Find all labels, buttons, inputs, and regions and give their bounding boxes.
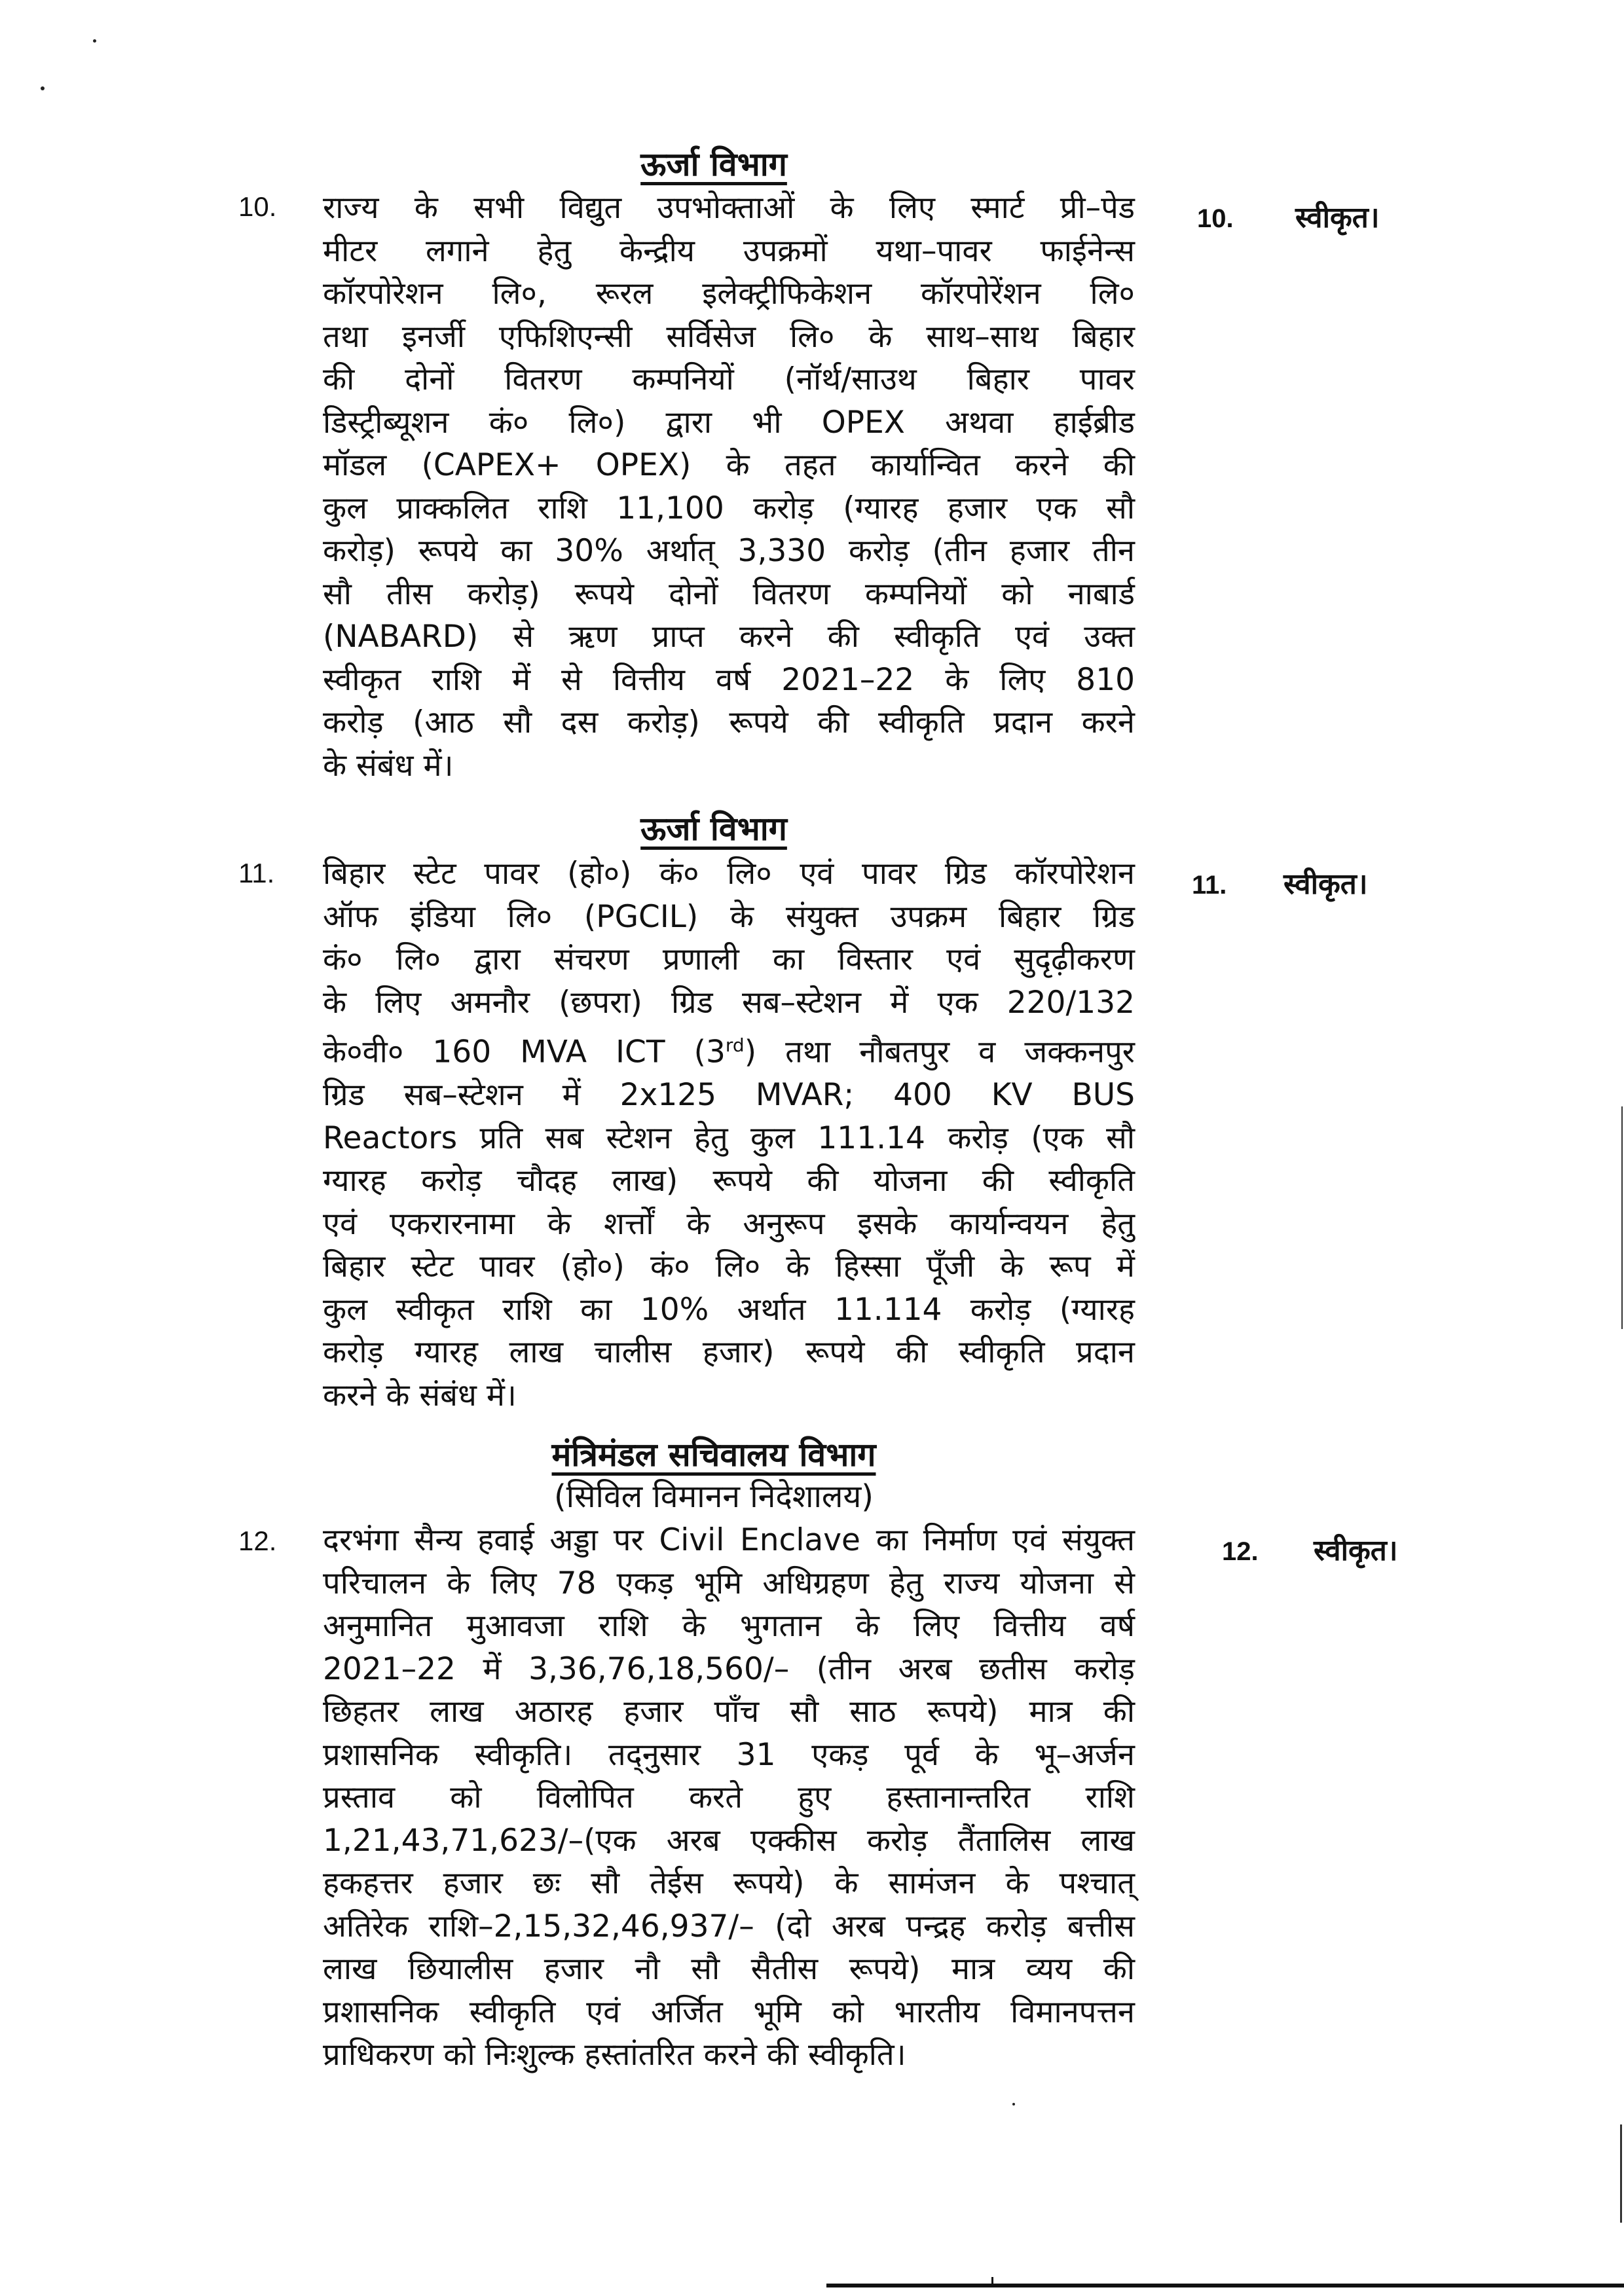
text-line: कुल स्वीकृत राशि का 10% अर्थात 11.114 करोड़ (ग्यारह (323, 1291, 1135, 1328)
section-heading: मंत्रिमंडल सचिवालय विभाग (551, 1436, 876, 1474)
item-text (323, 852, 1135, 1417)
status-number: 12. (1222, 1537, 1259, 1566)
section-heading: ऊर्जा विभाग (640, 145, 787, 183)
text-line: राज्य के सभी विद्युत उपभोक्ताओं के लिए स्मार्ट प्री–पेड (323, 190, 1135, 226)
status-number: 10. (1197, 204, 1234, 233)
scan-mark (93, 39, 96, 43)
item-text (323, 187, 1135, 787)
item-number: 11. (238, 858, 275, 888)
item-number: 12. (238, 1525, 277, 1556)
approval-status (1192, 863, 1368, 902)
text-line: ऑफ इंडिया लि० (PGCIL) के संयुक्त उपक्रम बिहार ग्रिड (323, 898, 1135, 935)
scan-edge-mark (1621, 1106, 1623, 1329)
item-number: 10. (238, 191, 277, 222)
text-line: 1,21,43,71,623/–(एक अरब एक्कीस करोड़ तैंतालिस लाख (323, 1822, 1135, 1859)
text-line: करोड़ ग्यारह लाख चालीस हजार) रूपये की स्वीकृति प्रदान (323, 1334, 1135, 1371)
text-line: प्राधिकरण को निःशुल्क हस्तांतरित करने की स्वीकृति। (323, 2037, 906, 2073)
text-line: छिहतर लाख अठारह हजार पाँच सौ साठ रूपये) मात्र की (323, 1694, 1135, 1730)
text-line: प्रशासनिक स्वीकृति एवं अर्जित भूमि को भारतीय विमानपत्तन (323, 1994, 1135, 2030)
text-line: हकहत्तर हजार छः सौ तेईस रूपये) के सामंजन के पश्चात् (323, 1865, 1135, 1901)
text-line: बिहार स्टेट पावर (हो०) कं० लि० एवं पावर ग्रिड कॉरपोरेशन (323, 856, 1135, 892)
text-line: तथा इनर्जी एफिशिएन्सी सर्विसेज लि० के साथ–साथ बिहार (323, 318, 1135, 355)
status-label: स्वीकृत। (1314, 1534, 1398, 1567)
section-heading: ऊर्जा विभाग (640, 810, 787, 848)
text-line: ग्यारह करोड़ चौदह लाख) रूपये की योजना की स्वीकृति (323, 1163, 1135, 1199)
page-bottom-edge (826, 2284, 1624, 2287)
text-line: के संबंध में। (323, 747, 454, 784)
text-line: करने के संबंध में। (323, 1377, 517, 1413)
status-number: 11. (1192, 871, 1227, 900)
page-bottom-tick (991, 2277, 993, 2286)
text-line: अनुमानित मुआवजा राशि के भुगतान के लिए वित्तीय वर्ष (323, 1608, 1135, 1644)
text-line: करोड़) रूपये का 30% अर्थात् 3,330 करोड़ (तीन हजार तीन (323, 533, 1135, 569)
text-line: लाख छियालीस हजार नौ सौ सैतीस रूपये) मात्र व्यय की (323, 1951, 1135, 1987)
scan-mark (41, 86, 45, 90)
text-line: (NABARD) से ऋण प्राप्त करने की स्वीकृति एवं उक्त (323, 619, 1135, 655)
text-line: डिस्ट्रीब्यूशन कं० लि०) द्वारा भी OPEX अथवा हाईब्रीड (323, 404, 1135, 441)
text-line: प्रस्ताव को विलोपित करते हुए हस्तानान्तरित राशि (323, 1779, 1135, 1815)
text-line: ग्रिड सब–स्टेशन में 2x125 MVAR; 400 KV BUS (323, 1077, 1135, 1114)
text-line: कॉरपोरेशन लि०, रूरल इलेक्ट्रीफिकेशन कॉरपोरेंशन लि० (323, 276, 1135, 312)
text-line: कुल प्राक्कलित राशि 11,100 करोड़ (ग्यारह हजार एक सौ (323, 490, 1135, 526)
text-line: के लिए अमनौर (छपरा) ग्रिड सब–स्टेशन में एक 220/132 (323, 984, 1135, 1021)
text-line: 2021–22 में 3,36,76,18,560/– (तीन अरब छतीस करोड़ (323, 1650, 1135, 1687)
text-line: परिचालन के लिए 78 एकड़ भूमि अधिग्रहण हेतु राज्य योजना से (323, 1565, 1135, 1601)
text-line: सौ तीस करोड़) रूपये दोनों वितरण कम्पनियों को नाबार्ड (323, 575, 1135, 612)
text-line: मॉडल (CAPEX+ OPEX) के तहत कार्यान्वित करने की (323, 447, 1135, 483)
status-label: स्वीकृत। (1295, 201, 1380, 234)
scan-mark (1012, 2103, 1015, 2105)
section-subheading: (सिविल विमानन निदेशालय) (553, 1478, 874, 1515)
approval-status (1222, 1529, 1398, 1569)
text-line: स्वीकृत राशि में से वित्तीय वर्ष 2021–22 के लिए 810 (323, 661, 1135, 698)
scan-edge-mark (1620, 2124, 1622, 2223)
text-line: दरभंगा सैन्य हवाई अड्डा पर Civil Enclave का निर्माण एवं संयुक्त (323, 1522, 1135, 1558)
text-line: बिहार स्टेट पावर (हो०) कं० लि० के हिस्सा पूँजी के रूप में (323, 1248, 1135, 1285)
text-line: प्रशासनिक स्वीकृति। तद्नुसार 31 एकड़ पूर्व के भू–अर्जन (323, 1736, 1135, 1773)
text-line: के०वी० 160 MVA ICT (3rd) तथा नौबतपुर व जक्कनपुर (323, 1034, 1135, 1070)
text-line: करोड़ (आठ सौ दस करोड़) रूपये की स्वीकृति प्रदान करने (323, 704, 1135, 740)
text-line: Reactors प्रति सब स्टेशन हेतु कुल 111.14 करोड़ (एक सौ (323, 1120, 1135, 1156)
text-line: एवं एकरारनामा के शर्त्तों के अनुरूप इसके कार्यान्वयन हेतु (323, 1205, 1135, 1242)
status-label: स्वीकृत। (1283, 867, 1368, 901)
approval-status (1197, 196, 1380, 236)
text-line: अतिरेक राशि–2,15,32,46,937/– (दो अरब पन्द्रह करोड़ बत्तीस (323, 1908, 1135, 1944)
text-line: मीटर लगाने हेतु केन्द्रीय उपक्रमों यथा–पावर फाईनेन्स (323, 232, 1135, 269)
item-text (323, 1519, 1135, 2077)
text-line: कं० लि० द्वारा संचरण प्रणाली का विस्तार एवं सुदृढ़ीकरण (323, 941, 1135, 977)
text-line: की दोनों वितरण कम्पनियों (नॉर्थ/साउथ बिहार पावर (323, 361, 1135, 397)
